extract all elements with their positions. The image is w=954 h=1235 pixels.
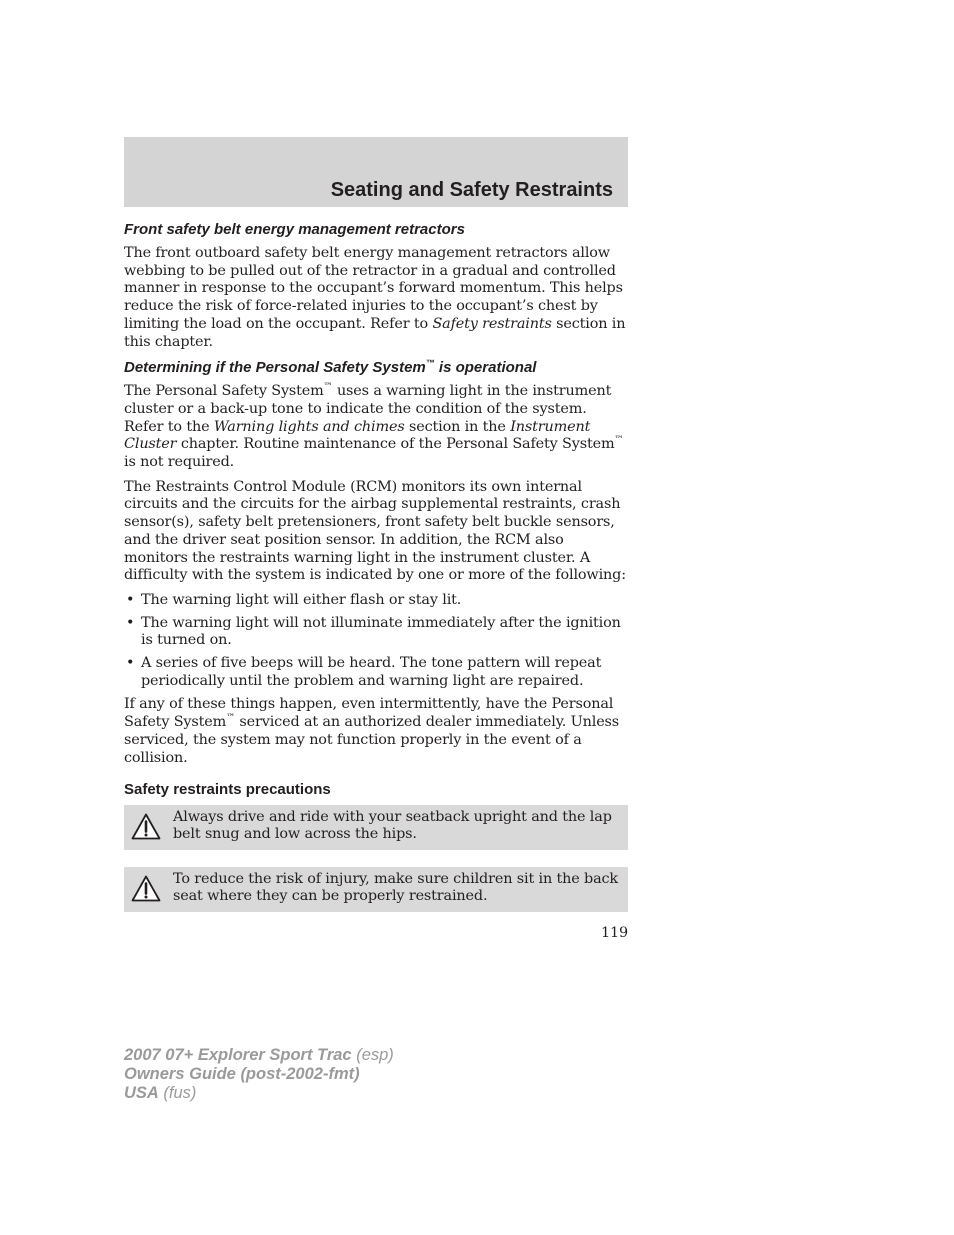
warning-text: To reduce the risk of injury, make sure children sit in the back seat where they can be properly restrained. [173, 871, 619, 905]
list-item: • The warning light will not illuminate immediately after the ignition is turned on. [126, 614, 621, 649]
trademark-symbol: ™ [226, 713, 235, 724]
paragraph-rcm: The Restraints Control Module (RCM) monitors its own internal circuits and the circuits for the airbag supplemental restraints, crash sensor(s), safety belt pretensioners, front safety belt buckle sensors, and the driver seat position sensor. In addition, the RCM also monitors the restraints warning light in the instrument cluster. A difficulty with the system is indicated by one or more of the following: [124, 478, 626, 584]
warning-triangle-icon [131, 813, 161, 840]
trademark-symbol: ™ [425, 358, 435, 369]
chapter-title: Seating and Safety Restraints [330, 179, 613, 201]
footer-line: 2007 07+ Explorer Sport Trac (esp) [124, 1046, 394, 1064]
trademark-symbol: ™ [323, 382, 333, 393]
cross-reference: Instrument Cluster [124, 418, 591, 453]
indicator-list [124, 592, 628, 691]
warning-box [124, 805, 628, 850]
page-content [124, 220, 628, 929]
warning-triangle-icon [131, 875, 161, 902]
warning-box [124, 867, 628, 912]
paragraph-retractors: The front outboard safety belt energy management retractors allow webbing to be pulled out of the retractor in a gradual and controlled manner in response to the occupant’s forward momentum. This helps reduce the risk of force-related injuries to the occupant’s chest by limiting the load on the occupant. Refer to Safety restraints section in this chapter. [124, 245, 626, 350]
list-item: • A series of five beeps will be heard. The tone pattern will repeat periodically until the problem and warning light are repaired. [126, 655, 602, 689]
cross-reference: Warning lights and chimes [213, 418, 405, 435]
document-footer [124, 1046, 394, 1103]
section-heading-operational: Determining if the Personal Safety System™ is operational [124, 358, 537, 377]
section-heading-retractors: Front safety belt energy management retractors [124, 221, 465, 238]
section-heading-precautions: Safety restraints precautions [124, 781, 331, 799]
page-number: 119 [600, 925, 628, 941]
warning-text: Always drive and ride with your seatback upright and the lap belt snug and low across the hips. [173, 809, 612, 843]
paragraph-warning-light: The Personal Safety System™ uses a warning light in the instrument cluster or a back-up tone to indicate the condition of the system. Refer to the Warning lights and chimes section in the Instrument Cluster chapter. Routine maintenance of the Personal Safety System™ is not required. [124, 382, 624, 471]
list-item: • The warning light will either flash or stay lit. [126, 591, 462, 608]
footer-line: Owners Guide (post-2002-fmt) [124, 1065, 360, 1083]
trademark-symbol: ™ [614, 435, 624, 446]
footer-line: USA (fus) [124, 1084, 197, 1102]
chapter-header-band [124, 137, 628, 207]
paragraph-service: If any of these things happen, even intermittently, have the Personal Safety System™ serviced at an authorized dealer immediately. Unless serviced, the system may not function properly in the event of a collision. [124, 696, 620, 766]
cross-reference: Safety restraints [432, 315, 552, 332]
